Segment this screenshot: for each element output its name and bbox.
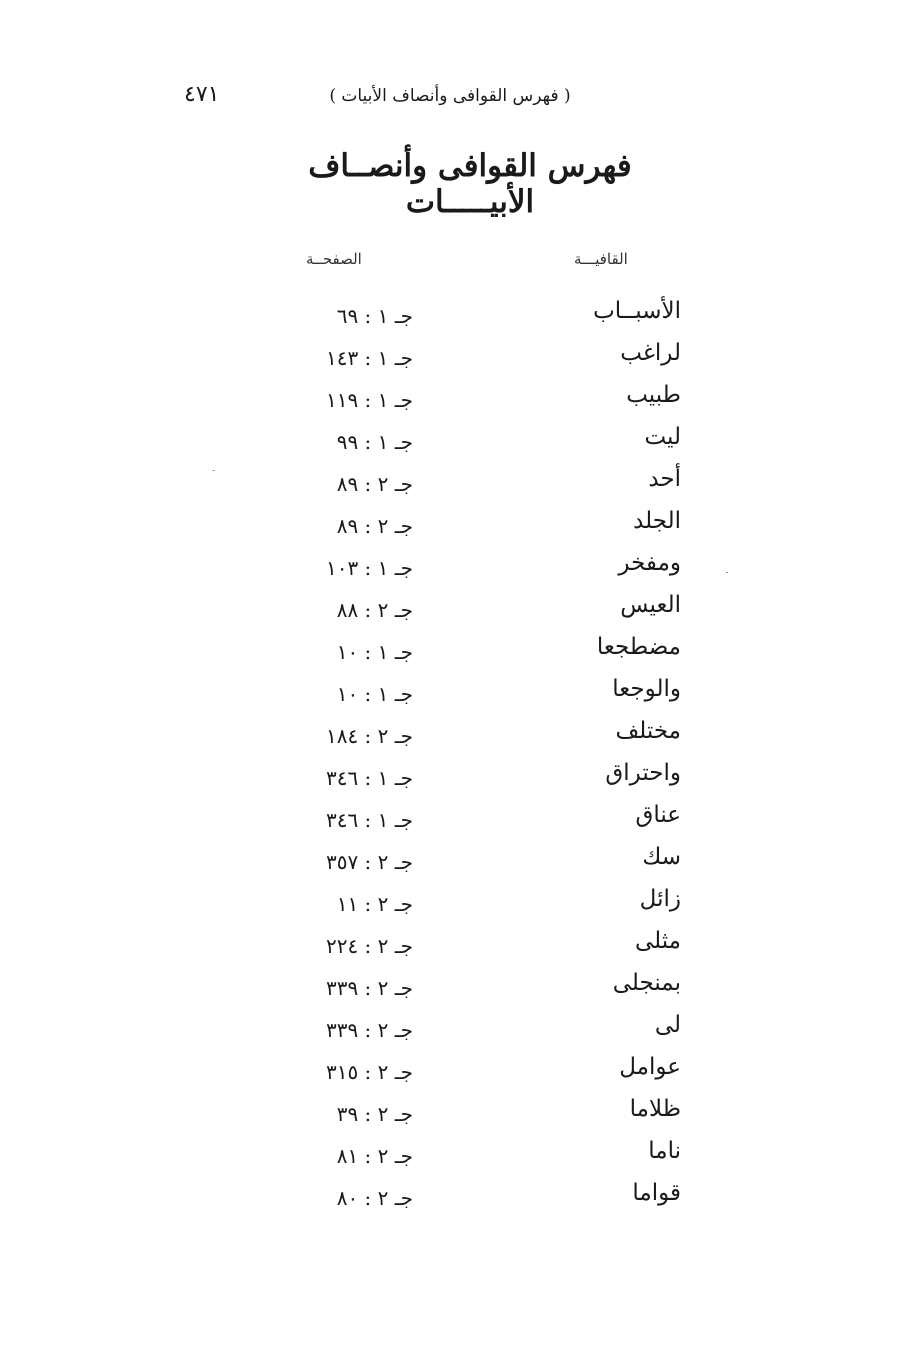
list-item [0,1054,921,1096]
page-reference: جـ ٢ : ٣٣٩ [325,976,413,1000]
rhyme-word: مثلى [634,928,681,954]
page-reference: جـ ٢ : ٨٩ [336,472,413,496]
scan-speck [212,470,215,471]
list-item [0,466,921,508]
column-header-rhyme: القافيـــة [574,250,628,268]
list-item [0,508,921,550]
list-item [0,928,921,970]
list-item [0,676,921,718]
rhyme-word: قواما [632,1180,681,1206]
list-item [0,550,921,592]
list-item [0,970,921,1012]
rhyme-word: ومفخر [618,550,681,576]
scan-speck [726,572,728,573]
rhyme-word: الجلد [633,508,681,534]
list-item [0,298,921,340]
page-reference: جـ ١ : ١٤٣ [325,346,413,370]
rhyme-word: ليت [644,424,681,450]
column-header-page: الصفحــة [306,250,362,268]
page-reference: جـ ١ : ٩٩ [336,430,413,454]
page-reference: جـ ٢ : ١٨٤ [325,724,413,748]
list-item [0,802,921,844]
list-item [0,1138,921,1180]
index-list [0,298,921,1222]
page-reference: جـ ٢ : ٨٨ [336,598,413,622]
list-item [0,1096,921,1138]
rhyme-word: طبيب [626,382,681,408]
page-reference: جـ ١ : ١٠ [336,682,413,706]
page-reference: جـ ٢ : ٣٥٧ [325,850,413,874]
rhyme-word: مختلف [615,718,681,744]
page-reference: جـ ٢ : ٢٢٤ [325,934,413,958]
list-item [0,1012,921,1054]
rhyme-word: بمنجلى [612,970,681,996]
rhyme-word: العيس [620,592,681,618]
list-item [0,340,921,382]
list-item [0,592,921,634]
page-reference: جـ ١ : ١٠٣ [325,556,413,580]
page-reference: جـ ٢ : ٣٩ [336,1102,413,1126]
rhyme-word: أحد [648,466,681,492]
list-item [0,886,921,928]
rhyme-word: مضطجعا [596,634,681,660]
page-reference: جـ ٢ : ٣١٥ [325,1060,413,1084]
page-reference: جـ ١ : ٣٤٦ [325,766,413,790]
running-header: ( فهرس القوافى وأنصاف الأبيات ) [329,86,571,106]
rhyme-word: الأسبــاب [593,298,681,324]
rhyme-word: لى [654,1012,681,1038]
page-reference: جـ ١ : ١١٩ [325,388,413,412]
list-item [0,424,921,466]
list-item [0,844,921,886]
page-reference: جـ ١ : ٣٤٦ [325,808,413,832]
rhyme-word: والوجعا [612,676,681,702]
rhyme-word: ظلاما [629,1096,681,1122]
list-item [0,1180,921,1222]
list-item [0,382,921,424]
page-reference: جـ ١ : ١٠ [336,640,413,664]
rhyme-word: واحتراق [605,760,681,786]
page-reference: جـ ٢ : ٣٣٩ [325,1018,413,1042]
rhyme-word: سك [642,844,681,870]
page-reference: جـ ١ : ٦٩ [336,304,413,328]
page-reference: جـ ٢ : ٨٩ [336,514,413,538]
rhyme-word: عوامل [619,1054,681,1080]
page-reference: جـ ٢ : ٨٠ [336,1186,413,1210]
rhyme-word: ناما [648,1138,681,1164]
rhyme-word: زائل [639,886,681,912]
list-item [0,634,921,676]
list-item [0,718,921,760]
page-number: ٤٧١ [184,82,220,107]
rhyme-word: عناق [635,802,681,828]
list-item [0,760,921,802]
page-title: فهرس القوافى وأنصــاف الأبيـــــات [308,148,632,220]
page-reference: جـ ٢ : ١١ [336,892,413,916]
rhyme-word: لراغب [620,340,681,366]
page-reference: جـ ٢ : ٨١ [336,1144,413,1168]
